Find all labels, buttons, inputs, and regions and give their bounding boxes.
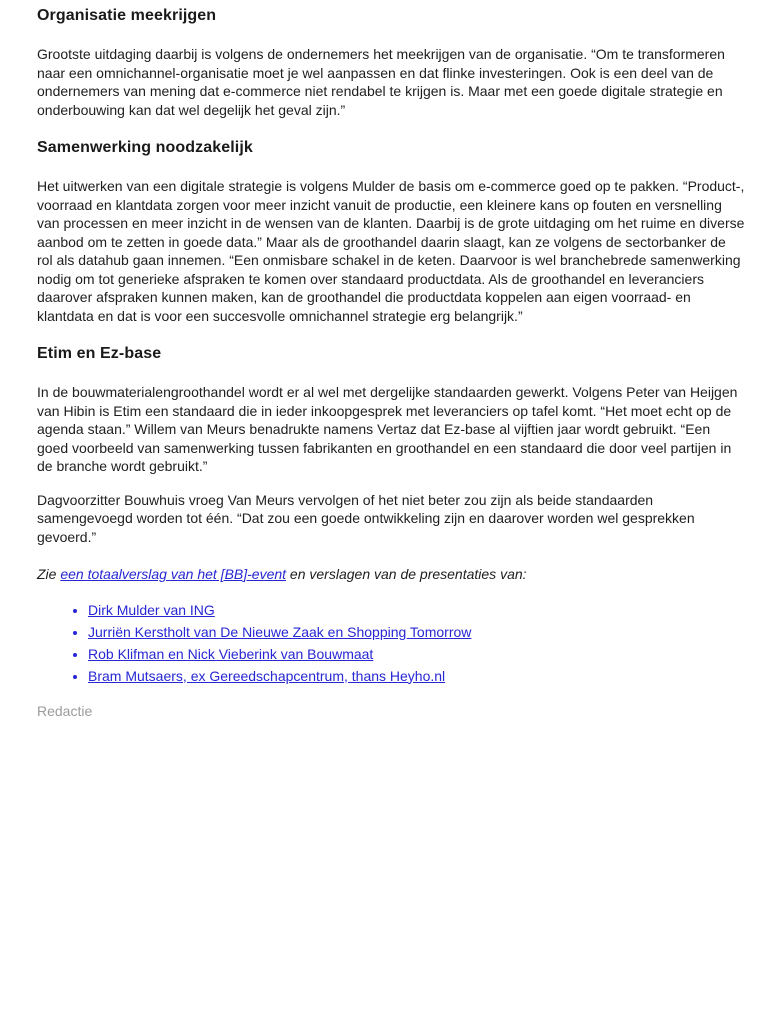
section-etim-en-ez-base — [37, 344, 745, 546]
list-item — [88, 665, 745, 687]
paragraph: Dagvoorzitter Bouwhuis vroeg Van Meurs vervolgen of het niet beter zou zijn als beide standaarden samengevoegd worden tot één. “Dat zou een goede ontwikkeling zijn en daarover worden wel gesprekken gevoerd.” — [37, 491, 695, 545]
paragraph: Het uitwerken van een digitale strategie is volgens Mulder de basis om e-commerce goed op te pakken. “Product-, voorraad en klantdata zorgen voor meer inzicht vanuit de productie, een kleinere kans op fouten en versnelling van processen en meer inzicht in de wensen van de klanten. Daarbij is de grote uitdaging om het ruime en diverse aanbod om te zetten in goede data.” Maar als de groothandel daarin slaagt, kan ze volgens de sectorbanker de rol als datahub gaan innemen. “Een onmisbare schakel in de keten. Daarvoor is wel branchebrede samenwerking nodig om tot generieke afspraken te komen over standaard productdata. Als de groothandel en leveranciers daarover afspraken kunnen maken, kan de groothandel die productdata koppelen aan eigen voorraad- en klantdata en dat is voor een succesvolle omnichannel strategie erg belangrijk.” — [37, 178, 745, 324]
totaalverslag-link[interactable]: een totaalverslag van het [BB]-event — [60, 566, 287, 582]
presentation-link-bram-mutsaers[interactable]: Bram Mutsaers, ex Gereedschapcentrum, thans Heyho.nl — [88, 667, 446, 684]
section-heading: Etim en Ez-base — [37, 345, 162, 362]
section-heading: Samenwerking noodzakelijk — [37, 139, 253, 156]
list-item — [88, 643, 745, 665]
paragraph: Grootste uitdaging daarbij is volgens de ondernemers het meekrijgen van de organisatie. “Om te transformeren naar een omnichannel-organisatie moet je wel aanpassen en dat flinke investeringen. Ook is een deel van de ondernemers van mening dat e-commerce niet rendabel te krijgen is. Maar met een goede digitale strategie en onderbouwing kan dat wel degelijk het geval zijn.” — [37, 46, 725, 118]
presentation-link-jurrien-kerstholt[interactable]: Jurriën Kerstholt van De Nieuwe Zaak en Shopping Tomorrow — [88, 623, 472, 640]
see-also-suffix: en verslagen van de presentaties van: — [286, 566, 527, 582]
byline: Redactie — [37, 702, 93, 719]
presentation-link-rob-klifman-nick-vieberink[interactable]: Rob Klifman en Nick Vieberink van Bouwmaat — [88, 645, 374, 662]
see-also-prefix: Zie — [37, 566, 61, 582]
section-samenwerking-noodzakelijk — [37, 138, 745, 325]
list-item — [88, 621, 745, 643]
list-item — [88, 599, 745, 621]
see-also-line — [37, 565, 745, 584]
section-heading: Organisatie meekrijgen — [37, 7, 217, 24]
section-organisatie-meekrijgen — [37, 6, 745, 119]
presentation-link-dirk-mulder[interactable]: Dirk Mulder van ING — [88, 601, 215, 618]
paragraph: In de bouwmaterialengroothandel wordt er al wel met dergelijke standaarden gewerkt. Volgens Peter van Heijgen van Hibin is Etim een standaard die in ieder inkoopgesprek met leveranciers op tafel komt. “Het moet echt op de agenda staan.” Willem van Meurs benadrukte namens Vertaz dat Ez-base al vijftien jaar wordt gebruikt. “Een goed voorbeeld van samenwerking tussen fabrikanten en groothandel en een standaard die door veel partijen in de branche wordt gebruikt.” — [37, 384, 738, 474]
presentation-links-list — [37, 599, 745, 687]
